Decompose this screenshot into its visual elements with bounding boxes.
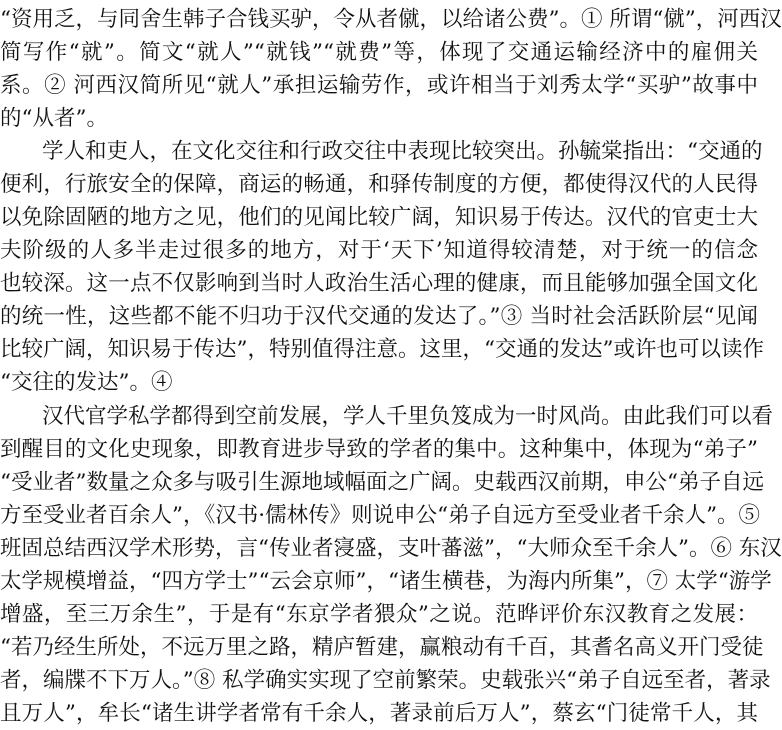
text-line: 夫阶级的人多半走过很多的地方，对于‘天下’知道得较清楚，对于统一的信念 — [0, 238, 758, 263]
text-line: 且万人”，牟长“诸生讲学者常有千余人，著录前后万人”，蔡玄“门徒常千人，其 — [0, 701, 758, 726]
text-line: 的“从者”。 — [0, 106, 108, 131]
text-line: “受业者”数量之众多与吸引生源地域幅面之广阔。史载西汉前期，申公“弟子自远 — [0, 470, 764, 495]
text-line: “若乃经生所处，不远万里之路，精庐暂建，赢粮动有千百，其耆名高义开门受徒 — [0, 635, 764, 660]
text-line: 也较深。这一点不仅影响到当时人政治生活心理的健康，而且能够加强全国文化 — [0, 271, 758, 296]
paragraph-first-line: 学人和吏人，在文化交往和行政交往中表现比较突出。孙毓棠指出：“交通的 — [42, 139, 763, 164]
text-line: 增盛，至三万余生”，于是有“东京学者猥众”之说。范晔评价东汉教育之发展： — [0, 602, 758, 627]
text-line: 比较广阔，知识易于传达”，特别值得注意。这里，“交通的发达”或许也可以读作 — [0, 337, 764, 362]
text-line: 到醒目的文化史现象，即教育进步导致的学者的集中。这种集中，体现为“弟子” — [0, 437, 758, 462]
text-line: “资用乏，与同舍生韩子合钱买驴，令从者僦，以给诸公费”。① 所谓“僦”，河西汉 — [0, 7, 782, 32]
text-line: 便利，行旅安全的保障，商运的畅通，和驿传制度的方便，都使得汉代的人民得 — [0, 172, 758, 197]
text-line: 以免除固陋的地方之见，他们的见闻比较广阔，知识易于传达。汉代的官吏士大 — [0, 205, 758, 230]
text-line: “交往的发达”。④ — [0, 370, 173, 395]
paragraph-first-line: 汉代官学私学都得到空前发展，学人千里负笈成为一时风尚。由此我们可以看 — [42, 404, 774, 429]
text-line: 班固总结西汉学术形势，言“传业者寖盛，支叶蕃滋”，“大师众至千余人”。⑥ 东汉 — [0, 536, 782, 561]
text-line: 者，编牒不下万人。”⑧ 私学确实实现了空前繁荣。史载张兴“弟子自远至者，著录 — [0, 668, 771, 693]
text-line: 简写作“就”。简文“就人”“就钱”“就费”等，体现了交通运输经济中的雇佣关 — [0, 40, 758, 65]
text-line: 的统一性，这些都不能不归功于汉代交通的发达了。”③ 当时社会活跃阶层“见闻 — [0, 304, 758, 329]
text-line: 方至受业者百余人”，《汉书·儒林传》则说申公“弟子自远方至受业者千余人”。⑤ — [0, 503, 761, 528]
text-line: 太学规模增益，“四方学士”“云会京师”，“诸生横巷，为海内所集”，⑦ 太学“游学 — [0, 569, 772, 594]
text-line: 系。② 河西汉简所见“就人”承担运输劳作，或许相当于刘秀太学“买驴”故事中 — [0, 73, 758, 98]
